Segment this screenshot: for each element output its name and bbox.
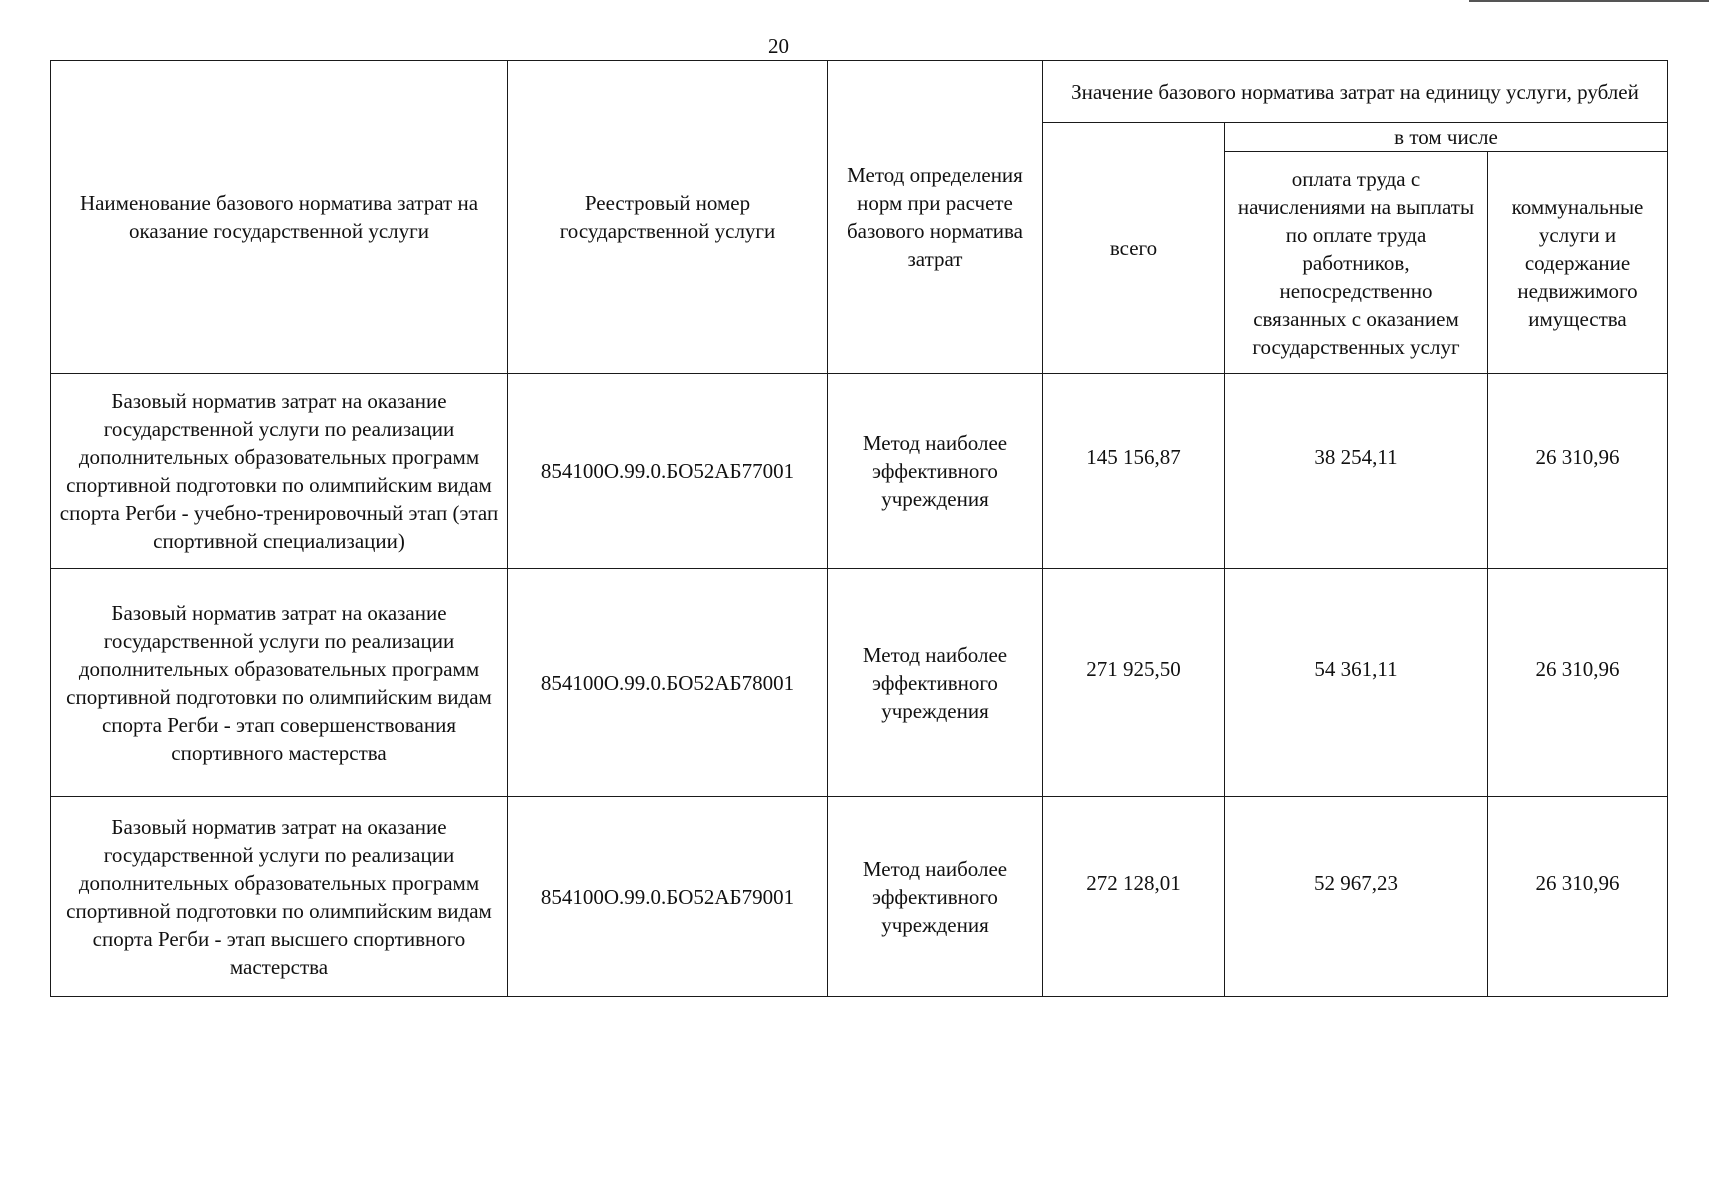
- row-registry: 854100О.99.0.БО52АБ77001: [508, 374, 828, 569]
- row-utilities: 26 310,96: [1535, 870, 1620, 895]
- table-row: [51, 374, 1668, 569]
- table-row: [51, 569, 1668, 797]
- table-body: [51, 374, 1668, 997]
- row-method: Метод наиболее эффективного учреждения: [828, 797, 1043, 997]
- row-name: Базовый норматив затрат на оказание государственной услуги по реализации дополнительных образовательных программ спортивной подготовки по олимпийским видам спорта Регби - этап совершенствования спортивного мастерства: [51, 569, 508, 797]
- table-row: [51, 797, 1668, 997]
- header-method: Метод определения норм при расчете базового норматива затрат: [828, 61, 1043, 374]
- row-total-cell: [1043, 569, 1225, 797]
- header-name: Наименование базового норматива затрат на оказание государственной услуги: [51, 61, 508, 374]
- row-registry: 854100О.99.0.БО52АБ78001: [508, 569, 828, 797]
- row-labor-cell: [1225, 374, 1488, 569]
- header-total: всего: [1043, 123, 1225, 374]
- row-utilities-cell: [1488, 797, 1668, 997]
- row-registry: 854100О.99.0.БО52АБ79001: [508, 797, 828, 997]
- page-number-container: [0, 34, 1709, 59]
- header-utilities: коммунальные услуги и содержание недвижимого имущества: [1488, 152, 1668, 374]
- header-registry: Реестровый номер государственной услуги: [508, 61, 828, 374]
- row-utilities-cell: [1488, 374, 1668, 569]
- row-labor: 38 254,11: [1314, 445, 1398, 469]
- row-utilities: 26 310,96: [1535, 656, 1620, 681]
- row-total-cell: [1043, 797, 1225, 997]
- norm-table: [50, 60, 1668, 997]
- row-total: 271 925,50: [1086, 656, 1181, 681]
- table-header: [51, 61, 1668, 374]
- page-number: 20: [768, 34, 789, 58]
- row-method: Метод наиболее эффективного учреждения: [828, 569, 1043, 797]
- top-rule: [1469, 0, 1709, 2]
- row-total-cell: [1043, 374, 1225, 569]
- header-labor: оплата труда с начислениями на выплаты по оплате труда работников, непосредственно связанных с оказанием государственных услуг: [1225, 152, 1488, 374]
- row-total: 145 156,87: [1086, 445, 1181, 469]
- row-utilities: 26 310,96: [1535, 445, 1620, 469]
- row-utilities-cell: [1488, 569, 1668, 797]
- row-labor: 52 967,23: [1314, 870, 1398, 895]
- row-method: Метод наиболее эффективного учреждения: [828, 374, 1043, 569]
- row-labor-cell: [1225, 569, 1488, 797]
- row-name: Базовый норматив затрат на оказание государственной услуги по реализации дополнительных образовательных программ спортивной подготовки по олимпийским видам спорта Регби - учебно-тренировочный этап (этап спортивной специализации): [51, 374, 508, 569]
- row-name: Базовый норматив затрат на оказание государственной услуги по реализации дополнительных образовательных программ спортивной подготовки по олимпийским видам спорта Регби - этап высшего спортивного мастерства: [51, 797, 508, 997]
- row-total: 272 128,01: [1086, 870, 1181, 895]
- row-labor: 54 361,11: [1314, 656, 1398, 681]
- header-value-group: Значение базового норматива затрат на единицу услуги, рублей: [1043, 61, 1668, 123]
- row-labor-cell: [1225, 797, 1488, 997]
- header-including: в том числе: [1225, 123, 1668, 152]
